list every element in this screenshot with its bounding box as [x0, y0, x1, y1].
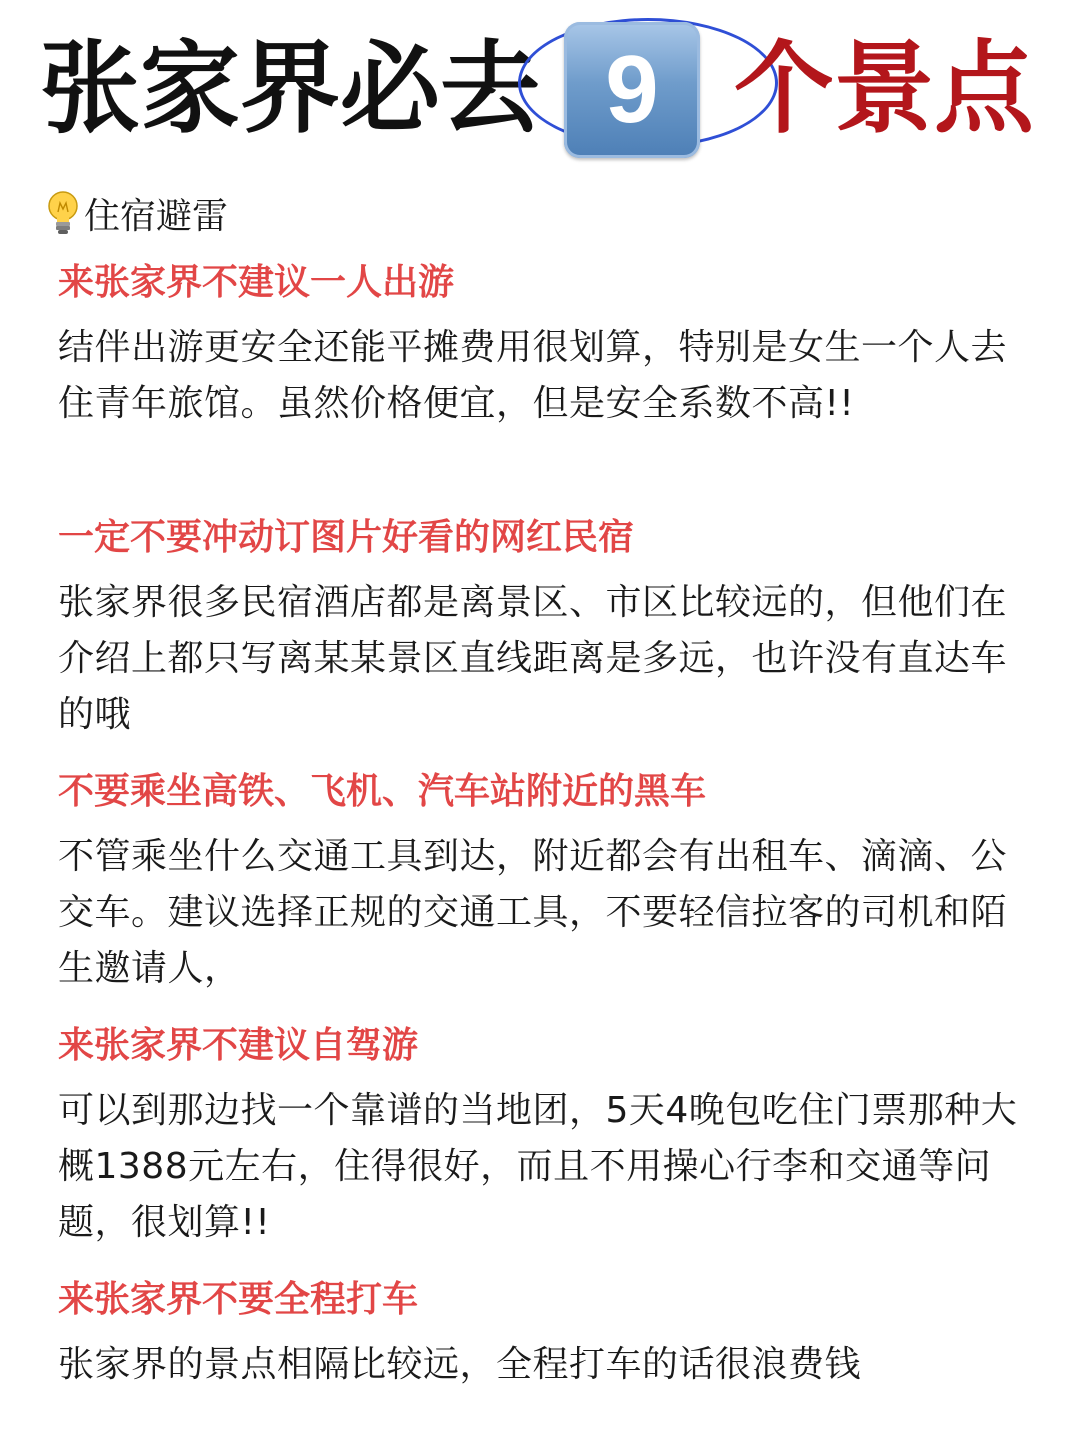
section-body: 张家界的景点相隔比较远，全程打车的话很浪费钱 — [58, 1344, 862, 1385]
section-body: 可以到那边找一个靠谱的当地团，5天4晚包吃住门票那种大概1388元左右，住得很好，而且不用操心行李和交通等问题，很划算!! — [58, 1090, 1018, 1243]
title-red-text: 个景点 — [734, 30, 1034, 147]
section-body: 张家界很多民宿酒店都是离景区、市区比较远的，但他们在介绍上都只写离某某景区直线距离是多远，也许没有直达车的哦 — [58, 582, 1008, 735]
section-heading: 来张家界不建议一人出游 — [58, 262, 455, 303]
section-heading: 来张家界不建议自驾游 — [58, 1025, 419, 1066]
lightbulb-icon — [46, 190, 80, 236]
section-5 — [58, 1275, 1028, 1393]
section-2 — [58, 513, 1028, 743]
title-main-text: 张家界必去 — [40, 30, 540, 147]
section-1 — [58, 258, 1028, 432]
section-heading: 来张家界不要全程打车 — [58, 1279, 419, 1320]
section-subhead — [46, 188, 228, 238]
section-4 — [58, 1021, 1028, 1251]
section-heading: 不要乘坐高铁、飞机、汽车站附近的黑车 — [58, 771, 707, 812]
page-title — [40, 14, 1050, 164]
number-badge: 9 — [564, 22, 700, 158]
section-heading: 一定不要冲动订图片好看的网红民宿 — [58, 517, 635, 558]
subhead-text: 住宿避雷 — [84, 195, 229, 237]
section-3 — [58, 767, 1028, 997]
section-body: 不管乘坐什么交通工具到达，附近都会有出租车、滴滴、公交车。建议选择正规的交通工具，不要轻信拉客的司机和陌生邀请人， — [58, 836, 1008, 989]
section-body: 结伴出游更安全还能平摊费用很划算，特别是女生一个人去住青年旅馆。虽然价格便宜，但是安全系数不高!! — [58, 327, 1008, 424]
